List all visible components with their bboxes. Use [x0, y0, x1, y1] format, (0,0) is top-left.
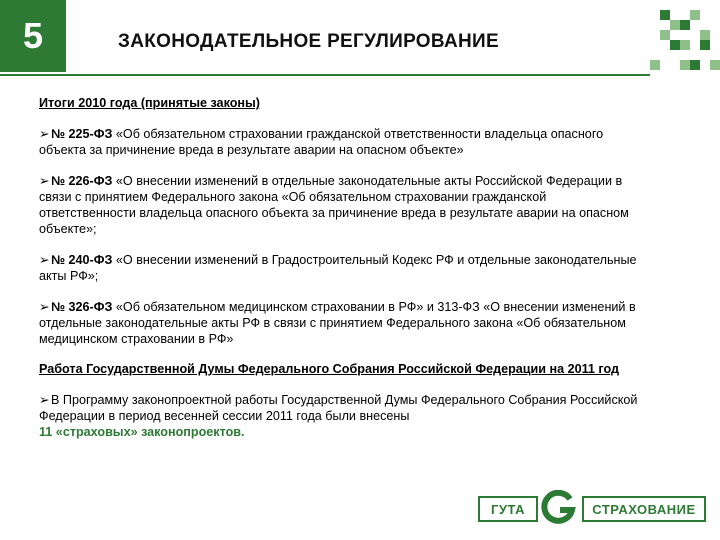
arrow-bullet-icon: ➢: [39, 300, 50, 314]
law-number: № 225-ФЗ: [51, 127, 113, 141]
arrow-bullet-icon: ➢: [39, 174, 50, 188]
law-item: [39, 252, 639, 284]
slide-title: ЗАКОНОДАТЕЛЬНОЕ РЕГУЛИРОВАНИЕ: [118, 31, 499, 52]
arrow-bullet-icon: ➢: [39, 393, 50, 407]
law-item: [39, 126, 639, 158]
company-logo: [478, 490, 708, 526]
bills-count-highlight: 11 «страховых» законопроектов.: [39, 425, 245, 439]
law-text: «Об обязательном страховании гражданской ответственности владельца опасного объекта за причинение вреда в результате аварии на опасном объекте»: [39, 127, 604, 157]
law-number: № 226-ФЗ: [51, 174, 113, 188]
duma-item: [39, 392, 639, 440]
logo-left-text: ГУТА: [478, 496, 538, 522]
law-item: [39, 173, 639, 237]
law-text: «О внесении изменений в отдельные законодательные акты Российской Федерации в связи с принятием Федерального закона «Об обязательном страховании гражданской ответственности владельца опасного объекта за причинение вреда в результате аварии на опасном объекте»;: [39, 174, 629, 236]
law-text: «Об обязательном медицинском страховании в РФ» и 313-ФЗ «О внесении изменений в отдельные законодательные акты РФ в связи с принятием Федерального закона «Об обязательном медицинском страховании в РФ»: [39, 300, 636, 346]
arrow-bullet-icon: ➢: [39, 253, 50, 267]
header-divider: [0, 74, 650, 76]
logo-g-icon: [540, 490, 576, 526]
law-number: № 326-ФЗ: [51, 300, 113, 314]
law-text: «О внесении изменений в Градостроительный Кодекс РФ и отдельные законодательные акты РФ»;: [39, 253, 637, 283]
slide-number: 5: [0, 0, 66, 72]
section-heading-2010: Итоги 2010 года (принятые законы): [39, 96, 260, 110]
law-item: [39, 299, 639, 347]
arrow-bullet-icon: ➢: [39, 127, 50, 141]
slide-content: [39, 95, 639, 440]
duma-text: В Программу законопроектной работы Государственной Думы Федерального Собрания Российской Федерации в период весенней сессии 2011 года были внесены: [39, 393, 638, 423]
logo-right-text: СТРАХОВАНИЕ: [582, 496, 706, 522]
law-number: № 240-ФЗ: [51, 253, 113, 267]
section-heading-2011: Работа Государственной Думы Федерального Собрания Российской Федерации на 2011 год: [39, 362, 620, 376]
